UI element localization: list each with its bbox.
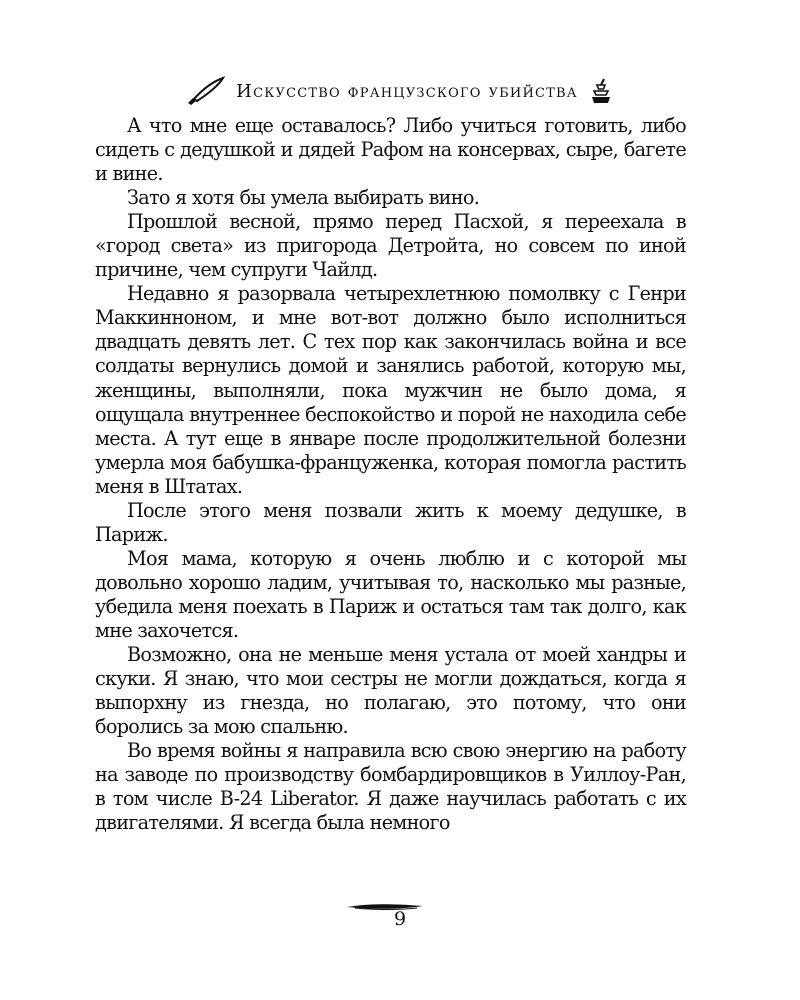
- stacked-pans-icon: [588, 77, 614, 105]
- paragraph: Во время войны я направила всю свою энергию на работу на заводе по производству бомбардировщиков в Уиллоу-Ран, в том числе B-24 Liberator. Я даже научилась работать с их двигателями. Я всегда была немного: [95, 739, 686, 835]
- paragraph: Прошлой весной, прямо перед Пасхой, я переехала в «город света» из пригорода Детройта, но совсем по иной причине, чем супруги Чайлд.: [95, 210, 686, 282]
- paragraph: Зато я хотя бы умела выбирать вино.: [127, 186, 480, 210]
- paragraph: А что мне еще оставалось? Либо учиться готовить, либо сидеть с дедушкой и дядей Рафом на консервах, сыре, багете и вине.: [95, 114, 686, 186]
- knife-icon: [186, 76, 226, 106]
- paragraph: Моя мама, которую я очень люблю и с которой мы довольно хорошо ладим, учитывая то, насколько мы разные, убедила меня поехать в Париж и остаться там так долго, как мне захочется.: [95, 546, 686, 642]
- page-number: 9: [393, 908, 407, 930]
- running-header-title: Искусство французского убийства: [236, 80, 578, 102]
- running-header: [0, 76, 800, 106]
- paragraph: После этого меня позвали жить к моему дедушке, в Париж.: [95, 498, 686, 546]
- paragraph: Возможно, она не меньше меня устала от моей хандры и скуки. Я знаю, что мои сестры не могли дождаться, когда я выпорхну из гнезда, но полагаю, это потому, что они боролись за мою спальню.: [95, 643, 686, 739]
- paragraph: Недавно я разорвала четырехлетнюю помолвку с Генри Маккинноном, и мне вот-вот должно было исполниться двадцать девять лет. С тех пор как закончилась война и все солдаты вернулись домой и занялись работой, которую мы, женщины, выполняли, пока мужчин не было дома, я ощущала внутреннее беспокойство и порой не находила себе места. А тут еще в январе после продолжительной болезни умерла моя бабушка-француженка, которая помогла растить меня в Штатах.: [95, 282, 686, 498]
- page-body: [95, 114, 686, 835]
